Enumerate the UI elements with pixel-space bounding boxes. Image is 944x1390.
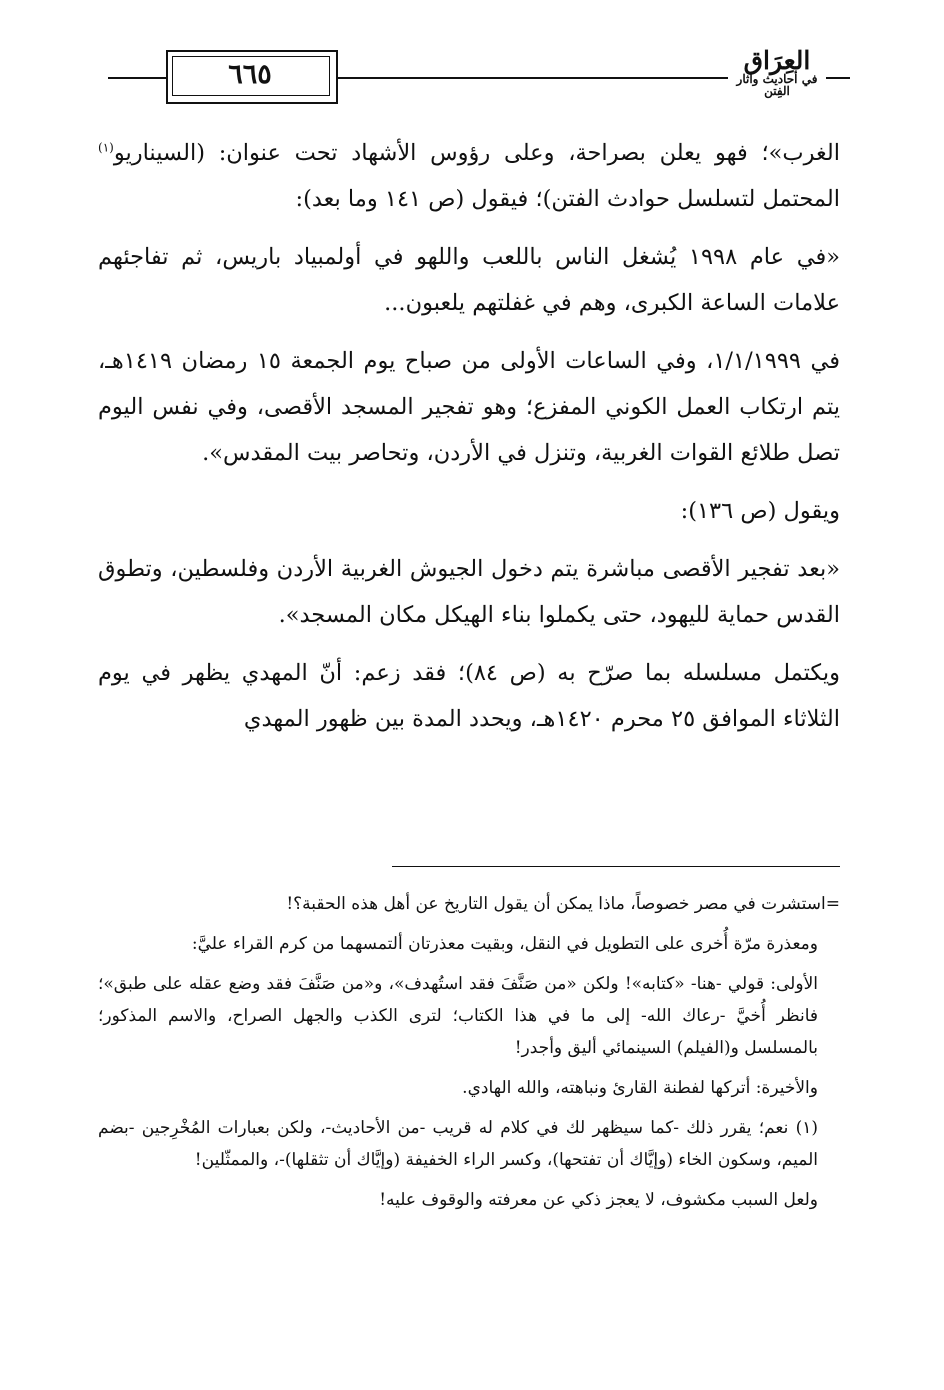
main-text xyxy=(98,130,840,742)
running-title-sub: في أحاديث وآثار الفِتن xyxy=(736,72,818,98)
page-number: ٦٦٥ xyxy=(228,59,272,90)
footnote-reference: (١) xyxy=(98,140,114,155)
footnote-apology: ومعذرة مرّة أُخرى على التطويل في النقل، وبقيت معذرتان ألتمسهما من كرم القراء عليَّ: xyxy=(191,934,818,954)
footnote-1-note: ولعل السبب مكشوف، لا يعجز ذكي عن معرفته والوقوف عليه! xyxy=(379,1190,818,1210)
running-title-logo xyxy=(728,46,826,98)
paragraph-1-text: الغرب»؛ فهو يعلن بصراحة، وعلى رؤوس الأشهاد تحت عنوان: (السيناريو xyxy=(113,140,840,166)
paragraph-6: ويكتمل مسلسله بما صرّح به (ص ٨٤)؛ فقد زعم: أنّ المهدي يظهر في يوم الثلاثاء الموافق ٢٥ محرم ١٤٢٠هـ، ويحدد المدة بين ظهور المهدي xyxy=(98,660,840,732)
paragraph-4: ويقول (ص ١٣٦): xyxy=(680,498,840,524)
paragraph-1 xyxy=(98,130,840,222)
footnotes xyxy=(98,888,840,1216)
page-header xyxy=(108,46,850,106)
header-rule-left xyxy=(108,77,166,79)
footnote-continued: =استشرت في مصر خصوصاً، ماذا يمكن أن يقول التاريخ عن أهل هذه الحقبة؟! xyxy=(286,894,840,914)
footnote-separator xyxy=(392,866,840,867)
quote-3: «بعد تفجير الأقصى مباشرة يتم دخول الجيوش الغربية الأردن وفلسطين، وتطوق القدس حماية لليهود، حتى يكملوا بناء الهيكل مكان المسجد». xyxy=(98,556,840,628)
page-number-frame xyxy=(166,50,338,102)
running-title-main: العِرَاق xyxy=(743,46,811,75)
footnote-last-point: والأخيرة: أتركها لفطنة القارئ ونباهته، والله الهادي. xyxy=(462,1078,818,1098)
quote-1: «في عام ١٩٩٨ يُشغل الناس باللعب واللهو في أولمبياد باريس، ثم تفاجئهم علامات الساعة الكبرى، وهم في غفلتهم يلعبون... xyxy=(98,244,840,316)
footnote-first-point: الأولى: قولي -هنا- «كتابه»! ولكن «من صَنَّفَ فقد استُهدف»، و«من صَنَّفَ فقد وضع عقله على طبق»؛ فانظر أُخيَّ -رعاك الله- إلى ما في هذا الكتاب؛ لترى الكذب والجهل الصراح، والاسم المذكور؛ بالمسلسل و(الفيلم) السينمائي أليق وأجدر! xyxy=(98,974,818,1058)
header-rule-right xyxy=(826,77,850,79)
header-rule-middle xyxy=(338,77,728,79)
quote-2: في ١/١/١٩٩٩، وفي الساعات الأولى من صباح يوم الجمعة ١٥ رمضان ١٤١٩هـ، يتم ارتكاب العمل الكوني المفزع؛ وهو تفجير المسجد الأقصى، وفي نفس اليوم تصل طلائع القوات الغربية، وتنزل في الأردن، وتحاصر بيت المقدس». xyxy=(98,348,840,466)
footnote-1: (١) نعم؛ يقرر ذلك -كما سيظهر لك في كلام له قريب -من الأحاديث-، ولكن بعبارات المُخْرِجين -بضم الميم، وسكون الخاء (وإيَّاك أن تفتحها)، وكسر الراء الخفيفة (وإيَّاك أن تثقلها)-، والممثّلين! xyxy=(98,1118,818,1170)
paragraph-1-continuation: المحتمل لتسلسل حوادث الفتن)؛ فيقول (ص ١٤١ وما بعد): xyxy=(295,186,840,212)
